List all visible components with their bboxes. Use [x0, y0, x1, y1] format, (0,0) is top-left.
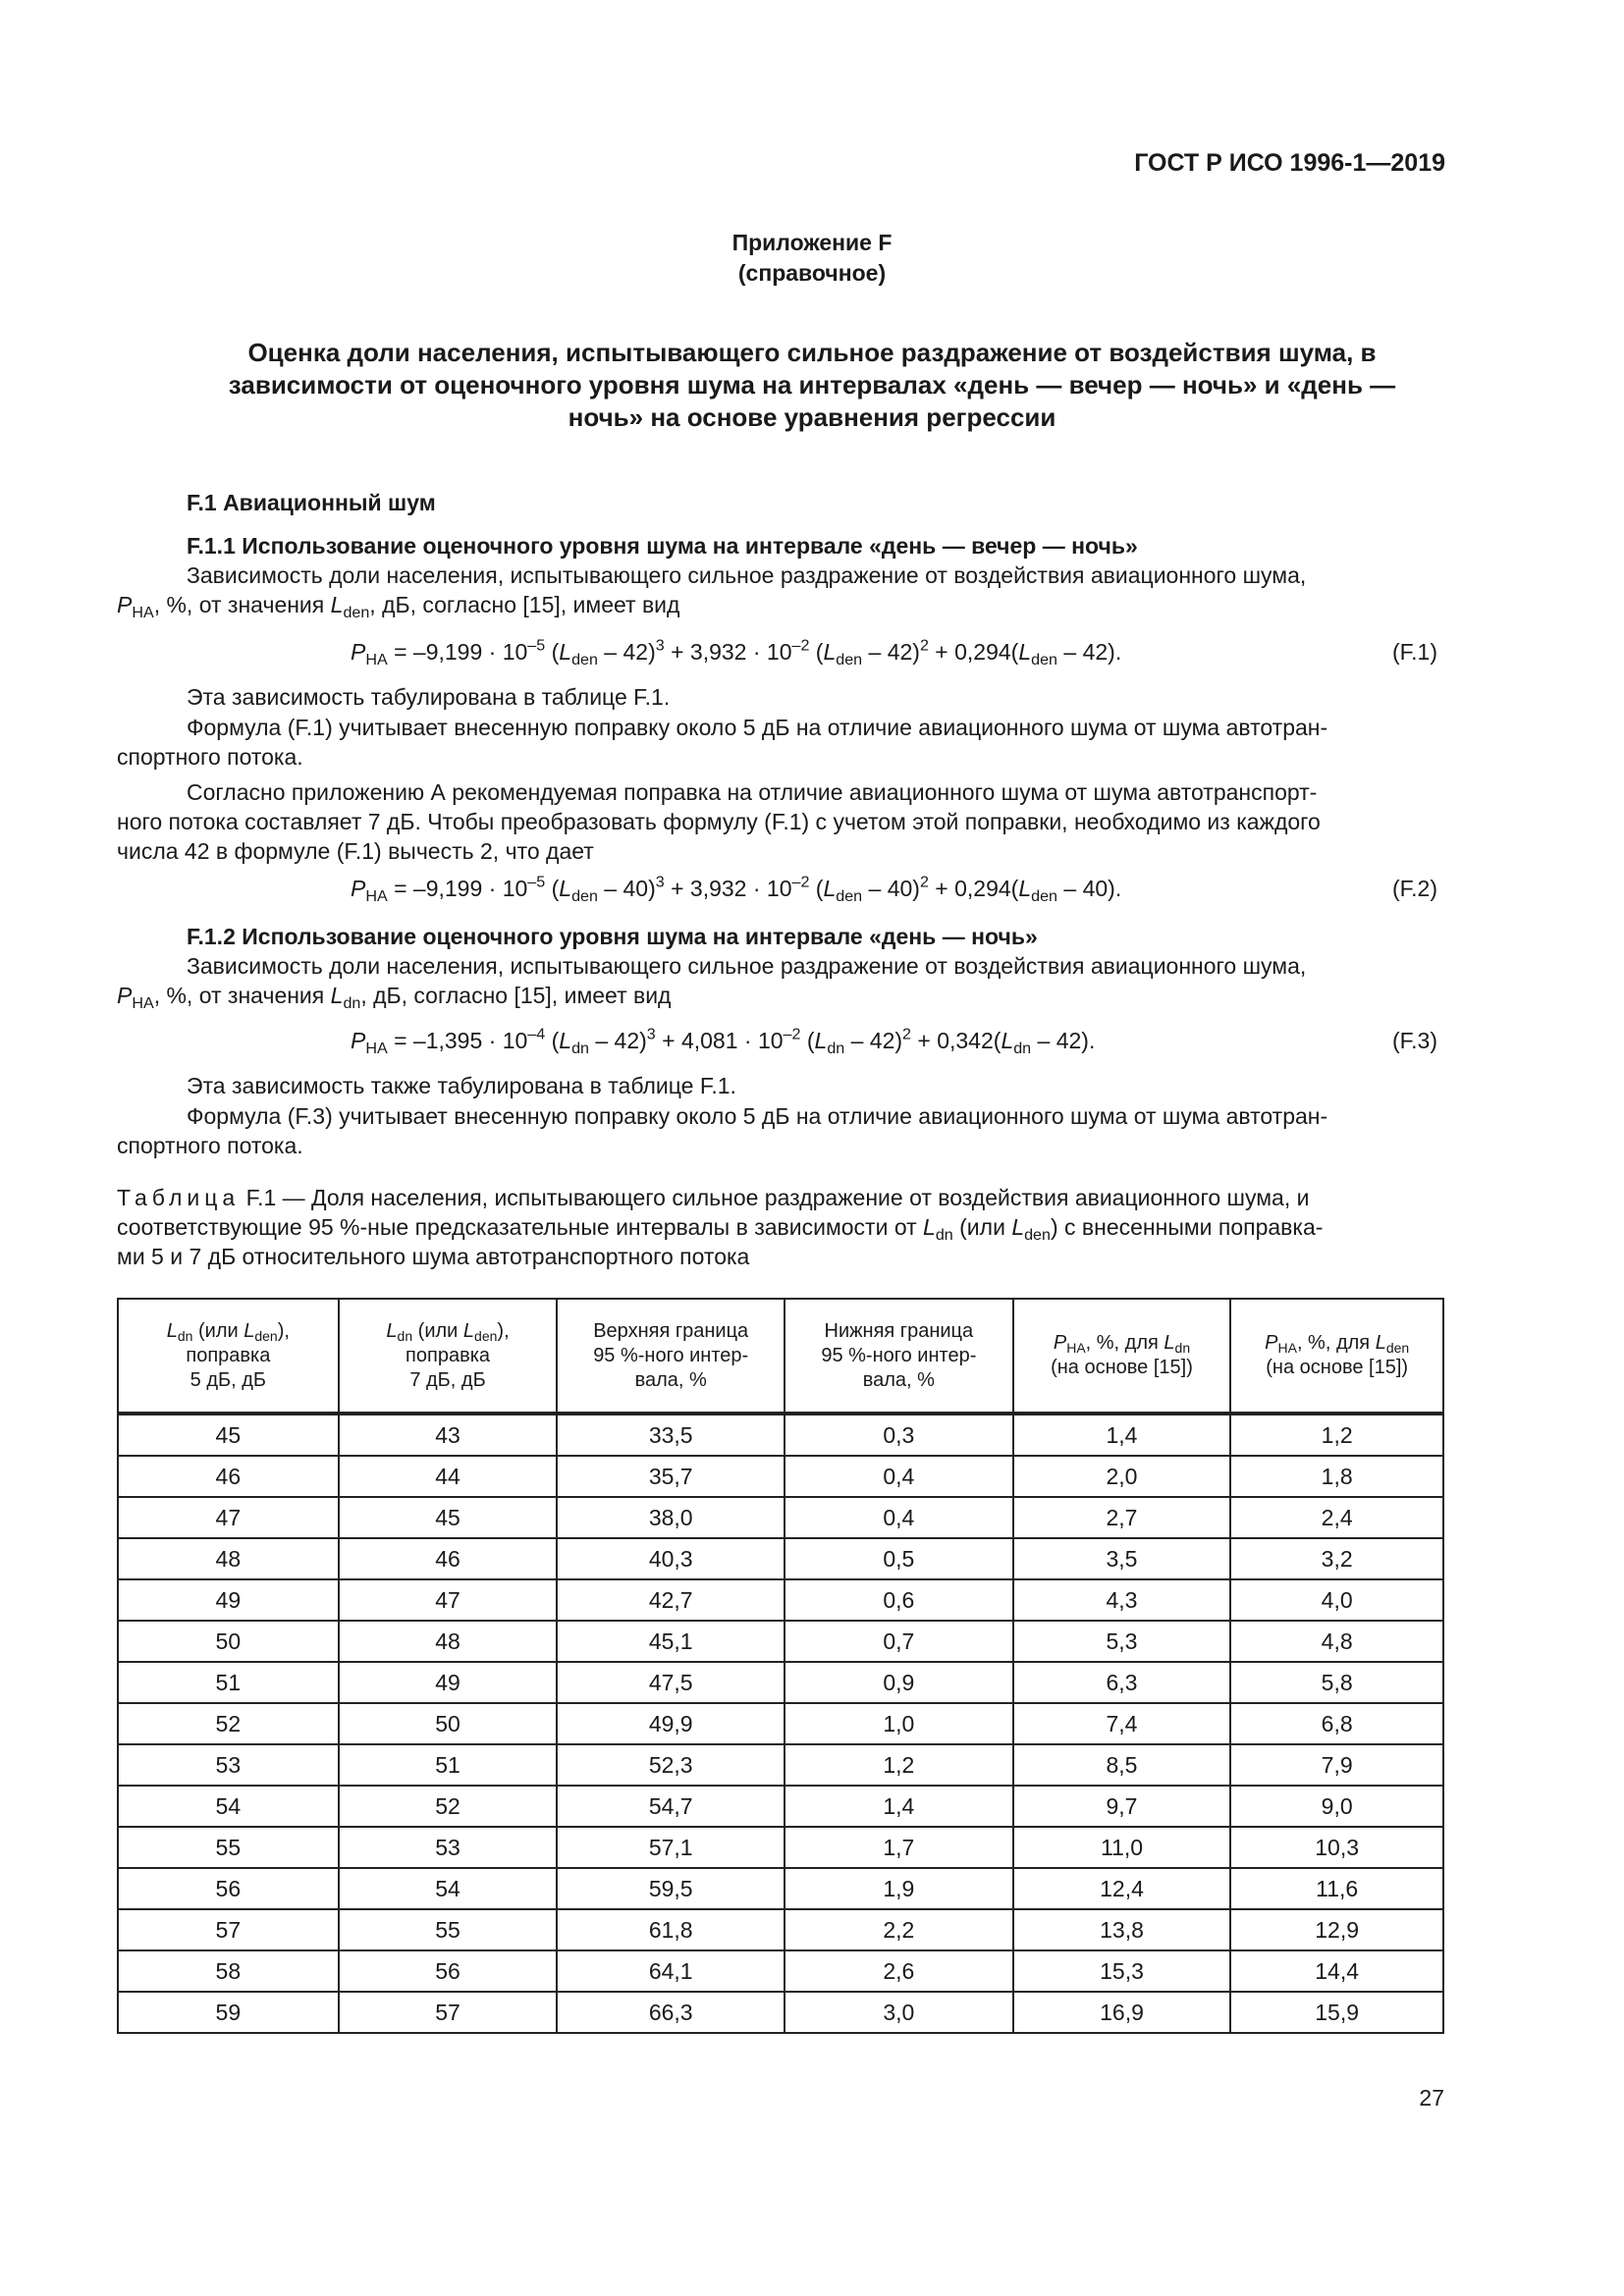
f11-paragraph-2: Эта зависимость табулирована в таблице F.1. [187, 684, 671, 710]
table-row [118, 1703, 1443, 1744]
table-cell: 2,0 [1013, 1456, 1231, 1497]
table-cell: 11,6 [1230, 1868, 1443, 1909]
table-cell: 1,2 [785, 1744, 1013, 1786]
table-row [118, 1497, 1443, 1538]
table-cell: 44 [339, 1456, 558, 1497]
table-cell: 46 [339, 1538, 558, 1579]
table-cell: 2,4 [1230, 1497, 1443, 1538]
table-cell: 3,5 [1013, 1538, 1231, 1579]
table-cell: 56 [339, 1950, 558, 1992]
f11-paragraph-3-line-1: Формула (F.1) учитывает внесенную поправку около 5 дБ на отличие авиационного шума от шума автотран- [187, 715, 1328, 740]
column-header-ldn-5db: $L_{dn}$ (или $L_{den}$), поправка 5 дБ, дБ [118, 1299, 339, 1414]
table-cell: 8,5 [1013, 1744, 1231, 1786]
table-cell: 12,4 [1013, 1868, 1231, 1909]
table-cell: 15,3 [1013, 1950, 1231, 1992]
annex-status: (справочное) [737, 260, 887, 286]
table-row [118, 1621, 1443, 1662]
table-cell: 1,4 [1013, 1414, 1231, 1456]
f12-text-post: , дБ, согласно [15], имеет вид [360, 983, 672, 1008]
table-cell: 57 [118, 1909, 339, 1950]
symbol-ha-subscript: HA [132, 993, 154, 1012]
table-cell: 1,0 [785, 1703, 1013, 1744]
section-f11-title: F.1.1 Использование оценочного уровня шума на интервале «день — вечер — ночь» [187, 533, 1138, 559]
table-cell: 1,9 [785, 1868, 1013, 1909]
table-cell: 40,3 [557, 1538, 785, 1579]
table-row [118, 1868, 1443, 1909]
column-header-upper-bound: Верхняя граница 95 %-ного интер- вала, % [557, 1299, 785, 1414]
table-cell: 47,5 [557, 1662, 785, 1703]
f12-paragraph-1-line-2 [117, 981, 671, 1011]
table-cell: 4,3 [1013, 1579, 1231, 1621]
table-caption-line-2: соответствующие 95 %-ные предсказательные интервалы в зависимости от $L_{dn}$ (или $L_{den}$) с внесенными поправка- [117, 1214, 1324, 1244]
table-cell: 49 [339, 1662, 558, 1703]
f11-paragraph-3-line-2: спортного потока. [117, 744, 303, 770]
annex-heading-line-2: зависимости от оценочного уровня шума на интервалах «день — вечер — ночь» и «день — [228, 370, 1396, 400]
table-cell: 46 [118, 1456, 339, 1497]
table-cell: 50 [118, 1621, 339, 1662]
column-header-lower-bound: Нижняя граница 95 %-ного интер- вала, % [785, 1299, 1013, 1414]
table-cell: 2,6 [785, 1950, 1013, 1992]
table-cell: 12,9 [1230, 1909, 1443, 1950]
table-caption-line-3: ми 5 и 7 дБ относительного шума автотранспортного потока [117, 1244, 750, 1269]
table-row [118, 1538, 1443, 1579]
table-cell: 43 [339, 1414, 558, 1456]
table-cell: 6,8 [1230, 1703, 1443, 1744]
f11-paragraph-4-line-2: ного потока составляет 7 дБ. Чтобы преобразовать формулу (F.1) с учетом этой поправки, необходимо из каждого [117, 809, 1321, 834]
table-cell: 52 [118, 1703, 339, 1744]
table-header-row [118, 1299, 1443, 1414]
table-cell: 11,0 [1013, 1827, 1231, 1868]
table-cell: 48 [339, 1621, 558, 1662]
table-cell: 59 [118, 1992, 339, 2033]
f11-text-mid: , %, от значения [153, 592, 331, 617]
table-cell: 47 [118, 1497, 339, 1538]
table-cell: 0,3 [785, 1414, 1013, 1456]
table-row [118, 1950, 1443, 1992]
table-cell: 47 [339, 1579, 558, 1621]
table-cell: 49 [118, 1579, 339, 1621]
equation-f3: $P_{HA} = -1,395 \cdot 10^{-4}$ $(L_{dn} - 42)^3 + 4,081 \cdot 10^{-2}$ $(L_{dn} - 42)^2 + 0,342(L_{dn} - 42)$. [351, 1025, 1096, 1057]
table-cell: 3,2 [1230, 1538, 1443, 1579]
document-code: ГОСТ Р ИСО 1996-1—2019 [1134, 149, 1445, 177]
equation-f2: $P_{HA} = -9,199 \cdot 10^{-5}$ $(L_{den} - 40)^3 + 3,932 \cdot 10^{-2}$ $(L_{den} - 40)^2 + 0,294(L_{den} - 40)$. [351, 873, 1122, 905]
table-cell: 51 [339, 1744, 558, 1786]
table-row [118, 1909, 1443, 1950]
table-cell: 42,7 [557, 1579, 785, 1621]
table-cell: 54,7 [557, 1786, 785, 1827]
table-cell: 50 [339, 1703, 558, 1744]
table-cell: 9,7 [1013, 1786, 1231, 1827]
equation-f1-number: (F.1) [1392, 639, 1437, 665]
table-row [118, 1827, 1443, 1868]
f12-paragraph-3-line-1: Формула (F.3) учитывает внесенную поправку около 5 дБ на отличие авиационного шума от шума автотран- [187, 1103, 1328, 1129]
table-cell: 10,3 [1230, 1827, 1443, 1868]
f11-paragraph-1-line-2 [117, 590, 679, 620]
table-cell: 58 [118, 1950, 339, 1992]
table-cell: 1,4 [785, 1786, 1013, 1827]
table-cell: 0,9 [785, 1662, 1013, 1703]
annex-heading [128, 337, 1496, 434]
table-cell: 7,4 [1013, 1703, 1231, 1744]
symbol-l: L [330, 592, 344, 617]
table-cell: 16,9 [1013, 1992, 1231, 2033]
table-row [118, 1992, 1443, 2033]
table-row [118, 1414, 1443, 1456]
symbol-den-subscript: den [343, 603, 370, 621]
table-caption-text: F.1 — Доля населения, испытывающего сильное раздражение от воздействия авиационного шума, и [240, 1185, 1310, 1210]
column-header-pha-ldn: $P_{HA}$, %, для $L_{dn}$ (на основе [15]) [1013, 1299, 1231, 1414]
table-cell: 4,0 [1230, 1579, 1443, 1621]
table-row [118, 1456, 1443, 1497]
table-cell: 35,7 [557, 1456, 785, 1497]
table-cell: 38,0 [557, 1497, 785, 1538]
table-cell: 1,8 [1230, 1456, 1443, 1497]
equation-f3-number: (F.3) [1392, 1028, 1437, 1053]
f12-paragraph-2: Эта зависимость также табулирована в таблице F.1. [187, 1073, 736, 1098]
table-row [118, 1579, 1443, 1621]
table-row [118, 1744, 1443, 1786]
annex-title: Приложение F [731, 230, 893, 255]
table-cell: 0,6 [785, 1579, 1013, 1621]
table-cell: 15,9 [1230, 1992, 1443, 2033]
table-cell: 6,3 [1013, 1662, 1231, 1703]
column-header-ldn-7db: $L_{dn}$ (или $L_{den}$), поправка 7 дБ, дБ [339, 1299, 558, 1414]
annex-heading-line-1: Оценка доли населения, испытывающего сильное раздражение от воздействия шума, в [247, 338, 1377, 367]
table-cell: 64,1 [557, 1950, 785, 1992]
equation-f1: $P_{HA} = -9,199 \cdot 10^{-5}$ $(L_{den} - 42)^3 + 3,932 \cdot 10^{-2}$ $(L_{den} - 42)^2 + 0,294(L_{den} - 42)$. [351, 636, 1122, 668]
table-cell: 4,8 [1230, 1621, 1443, 1662]
table-cell: 57,1 [557, 1827, 785, 1868]
table-cell: 0,4 [785, 1456, 1013, 1497]
table-cell: 0,5 [785, 1538, 1013, 1579]
f11-paragraph-4-line-1: Согласно приложению А рекомендуемая поправка на отличие авиационного шума от шума автотранспорт- [187, 779, 1318, 805]
table-cell: 51 [118, 1662, 339, 1703]
f11-paragraph-4-line-3: числа 42 в формуле (F.1) вычесть 2, что дает [117, 838, 594, 864]
symbol-ha-subscript: HA [132, 603, 154, 621]
table-row [118, 1662, 1443, 1703]
table-cell: 2,2 [785, 1909, 1013, 1950]
table-cell: 57 [339, 1992, 558, 2033]
column-header-pha-lden: $P_{HA}$, %, для $L_{den}$ (на основе [15]) [1230, 1299, 1443, 1414]
table-cell: 53 [118, 1744, 339, 1786]
section-f12-title: F.1.2 Использование оценочного уровня шума на интервале «день — ночь» [187, 924, 1038, 949]
data-table [117, 1298, 1444, 2034]
table-cell: 61,8 [557, 1909, 785, 1950]
f12-paragraph-3-line-2: спортного потока. [117, 1133, 303, 1158]
symbol-p: P [117, 592, 133, 617]
symbol-l: L [330, 983, 344, 1008]
table-cell: 55 [339, 1909, 558, 1950]
f12-text-mid: , %, от значения [153, 983, 331, 1008]
f12-paragraph-1-line-1: Зависимость доли населения, испытывающего сильное раздражение от воздействия авиационного шума, [187, 953, 1307, 979]
table-cell: 0,7 [785, 1621, 1013, 1662]
table-cell: 45 [118, 1414, 339, 1456]
equation-f2-number: (F.2) [1392, 876, 1437, 901]
symbol-dn-subscript: dn [343, 993, 361, 1012]
f11-text-post: , дБ, согласно [15], имеет вид [369, 592, 680, 617]
table-cell: 55 [118, 1827, 339, 1868]
table-cell: 1,2 [1230, 1414, 1443, 1456]
table-cell: 0,4 [785, 1497, 1013, 1538]
table-cell: 48 [118, 1538, 339, 1579]
f11-paragraph-1-line-1: Зависимость доли населения, испытывающего сильное раздражение от воздействия авиационного шума, [187, 562, 1307, 588]
table-cell: 9,0 [1230, 1786, 1443, 1827]
table-caption-label: Таблица [117, 1185, 241, 1210]
table-cell: 14,4 [1230, 1950, 1443, 1992]
symbol-p: P [117, 983, 133, 1008]
section-f1-title: F.1 Авиационный шум [187, 490, 436, 515]
table-cell: 13,8 [1013, 1909, 1231, 1950]
table-cell: 45,1 [557, 1621, 785, 1662]
table-cell: 33,5 [557, 1414, 785, 1456]
table-cell: 49,9 [557, 1703, 785, 1744]
table-cell: 5,3 [1013, 1621, 1231, 1662]
table-row [118, 1786, 1443, 1827]
table-cell: 1,7 [785, 1827, 1013, 1868]
table-caption-line-2-text: соответствующие 95 %-ные предсказательные интервалы в зависимости от [117, 1214, 917, 1240]
table-cell: 56 [118, 1868, 339, 1909]
table-cell: 53 [339, 1827, 558, 1868]
table-cell: 66,3 [557, 1992, 785, 2033]
page-number: 27 [1419, 2085, 1444, 2110]
annex-heading-line-3: ночь» на основе уравнения регрессии [568, 402, 1056, 432]
table-cell: 2,7 [1013, 1497, 1231, 1538]
table-caption-line-1 [117, 1183, 1444, 1213]
table-cell: 52,3 [557, 1744, 785, 1786]
table-cell: 54 [118, 1786, 339, 1827]
table-cell: 52 [339, 1786, 558, 1827]
table-cell: 7,9 [1230, 1744, 1443, 1786]
table-cell: 5,8 [1230, 1662, 1443, 1703]
table-cell: 3,0 [785, 1992, 1013, 2033]
table-cell: 45 [339, 1497, 558, 1538]
table-cell: 54 [339, 1868, 558, 1909]
table-cell: 59,5 [557, 1868, 785, 1909]
